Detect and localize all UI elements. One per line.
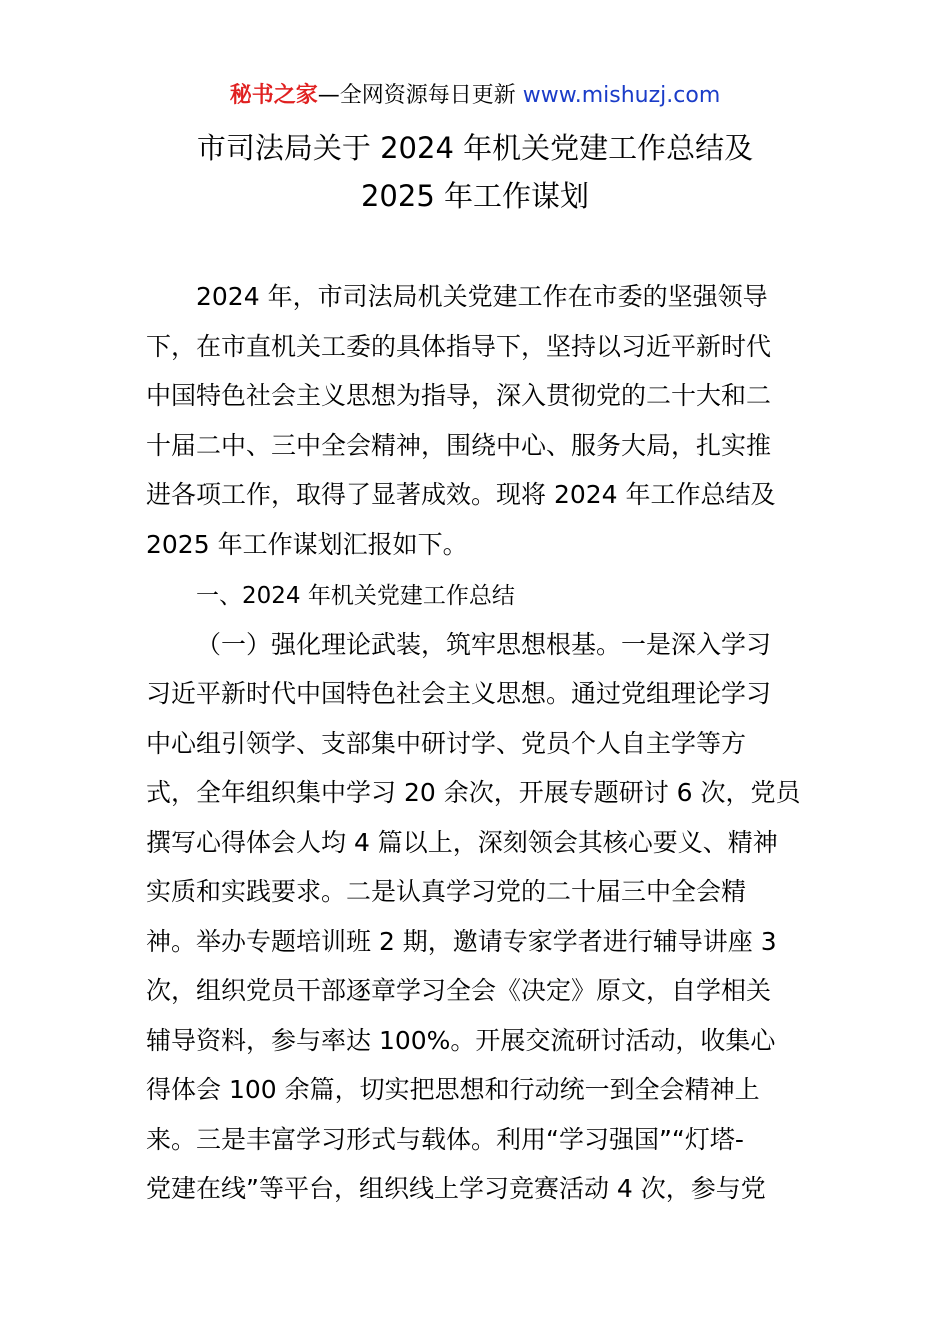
body-line: 进各项工作，取得了显著成效。现将 2024 年工作总结及 — [146, 480, 776, 509]
body-line: 中国特色社会主义思想为指导，深入贯彻党的二十大和二 — [146, 381, 772, 410]
banner-site-link[interactable]: www.mishuzj.com — [522, 83, 721, 108]
body-line: 得体会 100 余篇，切实把思想和行动统一到全会精神上 — [146, 1075, 760, 1104]
body-line: （一）强化理论武装，筑牢思想根基。一是深入学习 — [196, 630, 772, 659]
body-line: 式，全年组织集中学习 20 余次，开展专题研讨 6 次，党员 — [146, 778, 801, 807]
body-line: 十届二中、三中全会精神，围绕中心、服务大局，扎实推 — [146, 431, 772, 460]
body-line: 实质和实践要求。二是认真学习党的二十届三中全会精 — [146, 877, 747, 906]
body-line: 下，在市直机关工委的具体指导下，坚持以习近平新时代 — [146, 332, 772, 361]
banner-brand: 秘书之家 — [229, 83, 318, 108]
document-title-line-1: 市司法局关于 2024 年机关党建工作总结及 — [196, 131, 754, 165]
body-line: 2024 年，市司法局机关党建工作在市委的坚强领导 — [196, 282, 768, 311]
body-line: 中心组引领学、支部集中研讨学、党员个人自主学等方 — [146, 729, 747, 758]
body-line: 撰写心得体会人均 4 篇以上，深刻领会其核心要义、精神 — [146, 828, 778, 857]
site-banner — [0, 80, 950, 112]
body-line: 次，组织党员干部逐章学习全会《决定》原文，自学相关 — [146, 976, 772, 1005]
body-line: 来。三是丰富学习形式与载体。利用“学习强国”“灯塔- — [146, 1125, 744, 1154]
section-heading: 一、2024 年机关党建工作总结 — [196, 583, 515, 609]
body-line: 习近平新时代中国特色社会主义思想。通过党组理论学习 — [146, 679, 772, 708]
body-line: 2025 年工作谋划汇报如下。 — [146, 530, 468, 559]
body-line: 党建在线”等平台，组织线上学习竞赛活动 4 次，参与党 — [146, 1174, 766, 1203]
document-title-line-2: 2025 年工作谋划 — [360, 179, 590, 213]
banner-slogan: —全网资源每日更新 — [317, 83, 523, 108]
body-line: 辅导资料，参与率达 100%。开展交流研讨活动，收集心 — [146, 1026, 776, 1055]
body-line: 神。举办专题培训班 2 期，邀请专家学者进行辅导讲座 3 — [146, 927, 777, 956]
